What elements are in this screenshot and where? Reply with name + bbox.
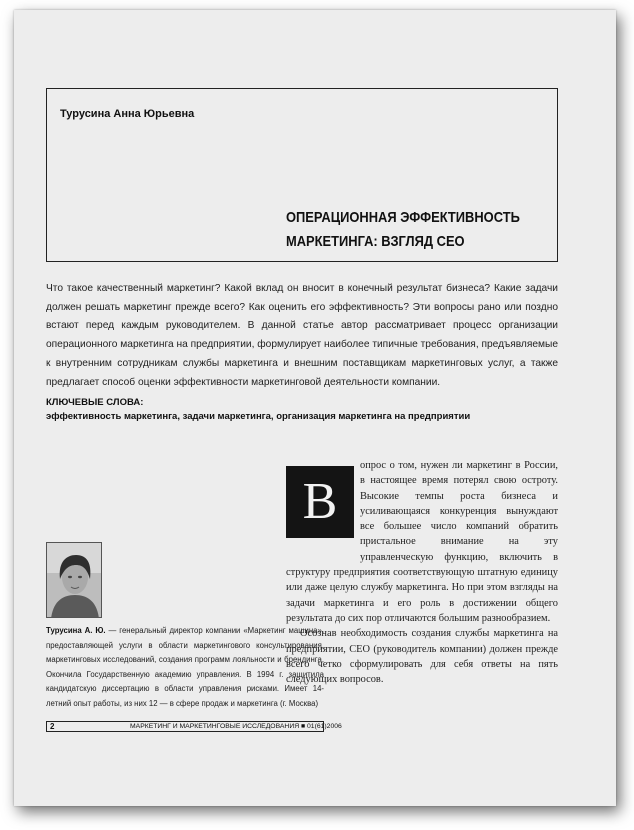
body-column (286, 458, 558, 687)
portrait-image (47, 543, 102, 618)
body-paragraph-2: Осознав необходимость создания службы маркетинга на предприятии, CEO (руководитель компании) должен прежде всего четко сформулировать для себя ответы на пять следующих вопросов. (286, 628, 558, 686)
journal-running-title: МАРКЕТИНГ И МАРКЕТИНГОВЫЕ ИССЛЕДОВАНИЯ ■ 01(61)2006 (130, 723, 342, 730)
author-bio (46, 624, 324, 712)
keywords-text: эффективность маркетинга, задачи маркетинга, организация маркетинга на предприятии (46, 411, 471, 422)
author-photo (46, 542, 102, 618)
body-paragraph-1: опрос о том, нужен ли маркетинг в России, в настоящее время потерял свою остроту. Высокие темпы роста бизнеса и усиливающаяся конкуренция вынуждают все большее число компаний обратить пристальное внимание на эту управленческую функцию, включить в структуру предприятия соответствующую штатную единицу или даже целую службу маркетинга. Но при этом взгляды на задачи маркетинга и его роль в достижении общего результата до сих пор отличаются большим разнообразием. (286, 460, 558, 624)
bio-name: Турусина А. Ю. (46, 626, 106, 635)
title-line-1: ОПЕРАЦИОННАЯ ЭФФЕКТИВНОСТЬ (286, 209, 520, 226)
author-name: Турусина Анна Юрьевна (60, 108, 195, 120)
page-number: 2 (50, 722, 55, 731)
abstract: Что такое качественный маркетинг? Какой вклад он вносит в конечный результат бизнеса? Какие задачи должен решать маркетинг прежде всего? Как оценить его эффективность? Эти вопросы рано или поздно встают перед каждым руководителем. В данной статье автор рассматривает процесс организации операционного маркетинга на предприятии, формулирует наиболее типичные требования, предъявляемые к внутренним сотрудникам службы маркетинга и внешним поставщикам маркетинговых услуг, а также предлагает способ оценки эффективности маркетинговой деятельности компании. (46, 283, 559, 388)
drop-cap: В (286, 466, 354, 538)
keywords-heading: КЛЮЧЕВЫЕ СЛОВА: (46, 397, 144, 408)
title-line-2: МАРКЕТИНГА: ВЗГЛЯД CEO (286, 233, 465, 250)
article-title (286, 206, 520, 254)
bio-text: — генеральный директор компании «Маркетинг машина», предоставляющей услуги в области маркетингового консультирования, маркетинговых исследований, создания программ лояльности и брендинга. Окончила Государственную академию управления. В 1994 г. защитила кандидатскую диссертацию в области управления рисками. Имеет 14-летний опыт работы, из них 12 — в сфере продаж и маркетинга (г. Москва) (46, 626, 324, 708)
drop-cap-spacer (286, 458, 360, 550)
